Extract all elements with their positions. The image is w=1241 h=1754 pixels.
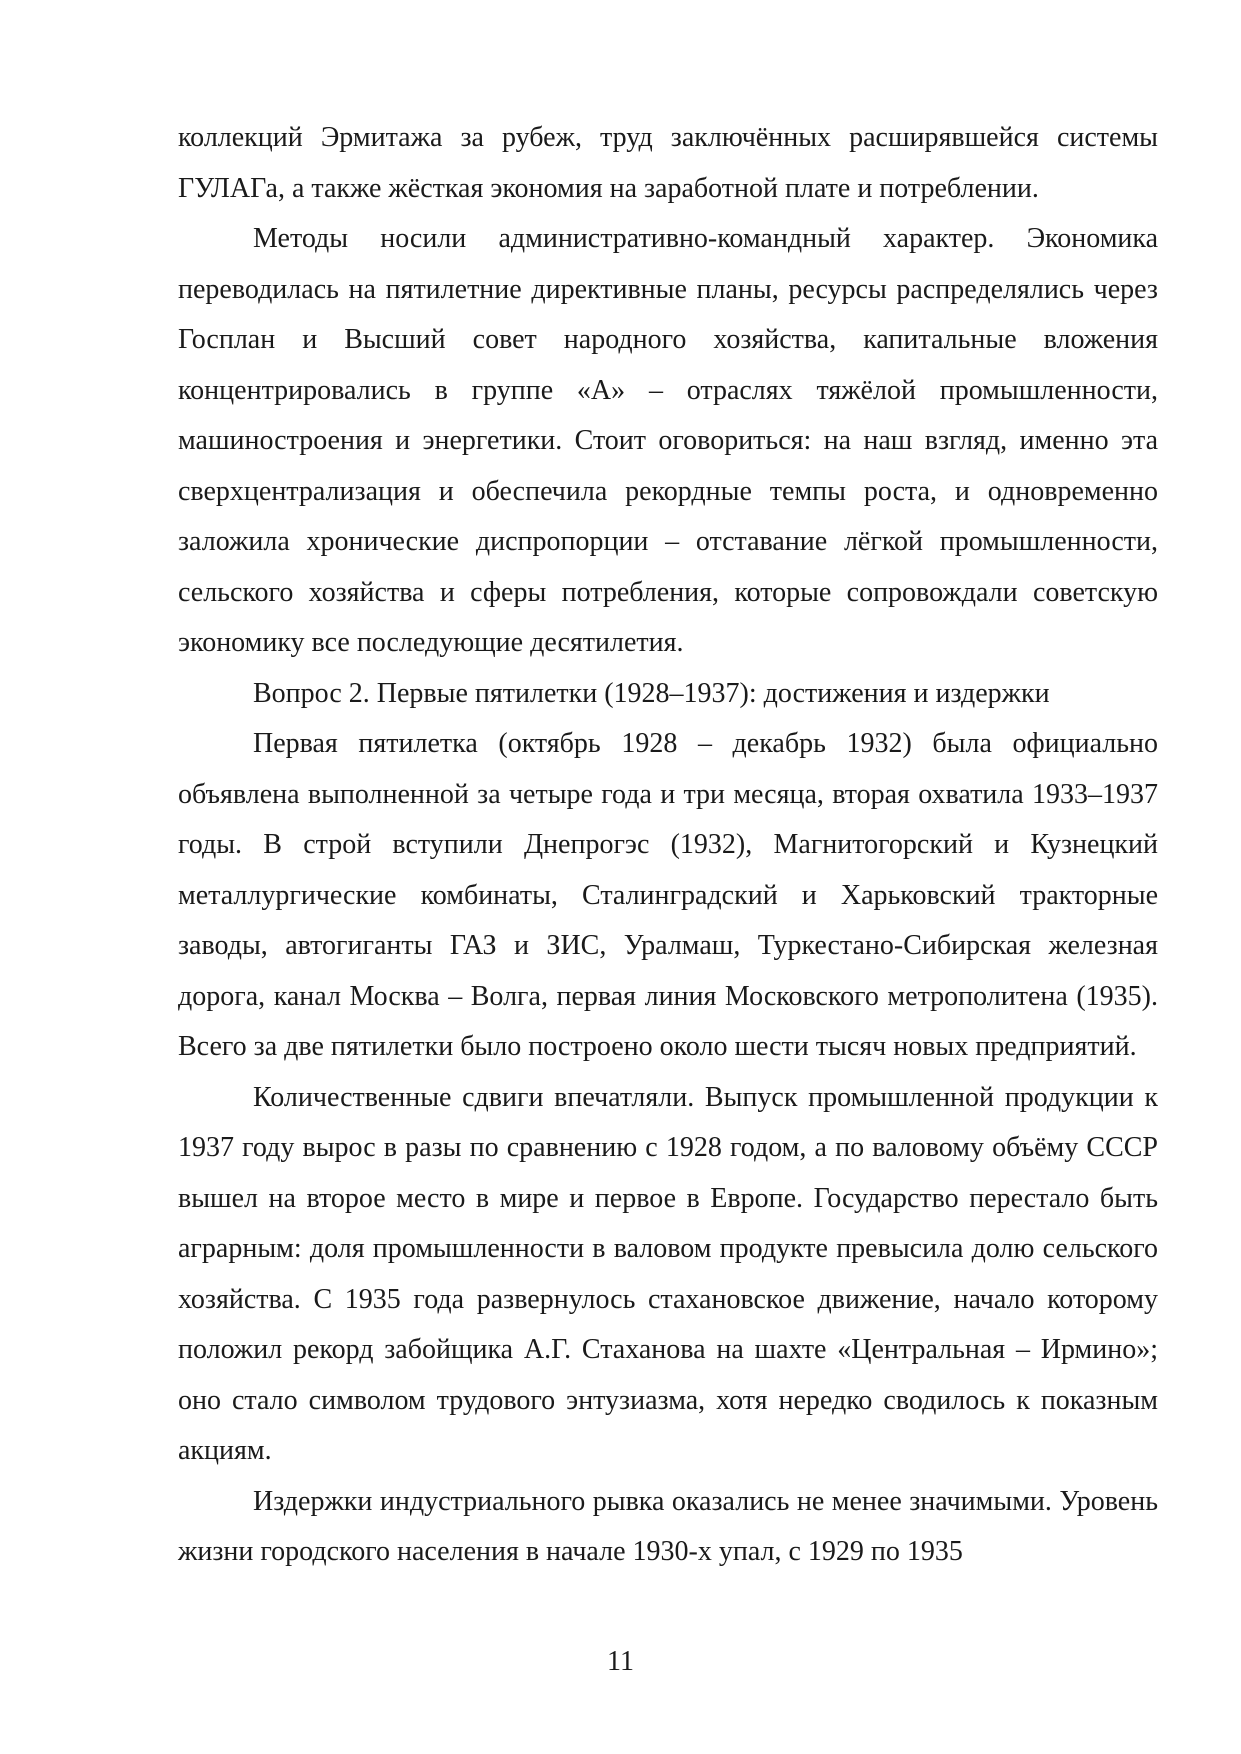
- paragraph-quantitative-shifts: Количественные сдвиги впечатляли. Выпуск промышленной продукции к 1937 году вырос в разы по сравнению с 1928 годом, а по валовому объёму СССР вышел на второе место в мире и первое в Европе. Государство перестало быть аграрным: доля промышленности в валовом продукте превысила долю сельского хозяйства. С 1935 года развернулось стахановское движение, начало которому положил рекорд забойщика А.Г. Стаханова на шахте «Центральная – Ирмино»; оно стало символом трудового энтузиазма, хотя нередко сводилось к показным акциям.: [178, 1081, 1158, 1466]
- paragraph-methods: Методы носили административно-командный характер. Экономика переводилась на пятилетние директивные планы, ресурсы распределялись через Госплан и Высший совет народного хозяйства, капитальные вложения концентрировались в группе «А» – отраслях тяжёлой промышленности, машиностроения и энергетики. Стоит оговориться: на наш взгляд, именно эта сверхцентрализация и обеспечила рекордные темпы роста, и одновременно заложила хронические диспропорции – отставание лёгкой промышленности, сельского хозяйства и сферы потребления, которые сопровождали советскую экономику все последующие десятилетия.: [178, 223, 1158, 658]
- page-number: 11: [607, 1646, 634, 1677]
- paragraph-costs: Издержки индустриального рывка оказались не менее значимыми. Уровень жизни городского населения в начале 1930-х упал, с 1929 по 1935: [178, 1485, 1158, 1567]
- paragraph-first-five-year-plan: Первая пятилетка (октябрь 1928 – декабрь 1932) была официально объявлена выполненной за четыре года и три месяца, вторая охватила 1933–1937 годы. В строй вступили Днепрогэс (1932), Магнитогорский и Кузнецкий металлургические комбинаты, Сталинградский и Харьковский тракторные заводы, автогиганты ГАЗ и ЗИС, Уралмаш, Туркестано-Сибирская железная дорога, канал Москва – Волга, первая линия Московского метрополитена (1935). Всего за две пятилетки было построено около шести тысяч новых предприятий.: [178, 728, 1158, 1062]
- paragraph-continuation: коллекций Эрмитажа за рубеж, труд заключённых расширявшейся системы ГУЛАГа, а также жёсткая экономия на заработной плате и потреблении.: [178, 122, 1158, 204]
- section-heading: Вопрос 2. Первые пятилетки (1928–1937): достижения и издержки: [253, 677, 1050, 709]
- body-text: [178, 113, 1158, 1578]
